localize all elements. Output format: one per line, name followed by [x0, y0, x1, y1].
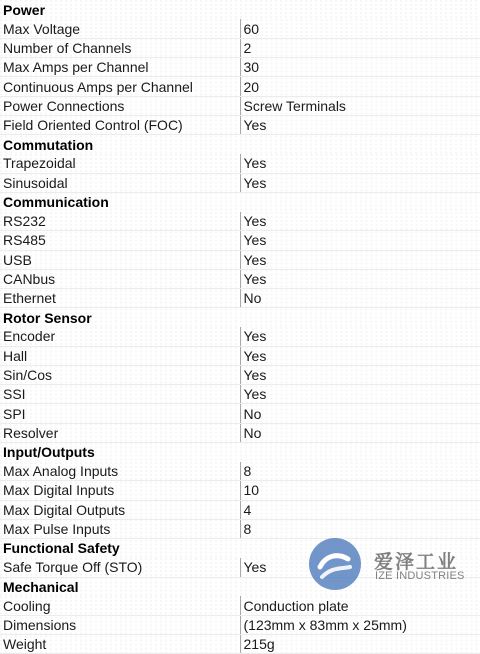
spec-label: SSI — [0, 385, 240, 404]
spec-value: Yes — [240, 115, 480, 134]
table-row — [0, 346, 480, 365]
spec-label: RS485 — [0, 231, 240, 250]
spec-value: 8 — [240, 462, 480, 481]
spec-label: Weight — [0, 635, 240, 654]
spec-value: 2 — [240, 38, 480, 57]
spec-label: Sin/Cos — [0, 365, 240, 384]
spec-label: CANbus — [0, 269, 240, 288]
spec-value: 60 — [240, 19, 480, 38]
spec-value: 4 — [240, 500, 480, 519]
spec-value: (123mm x 83mm x 25mm) — [240, 616, 480, 635]
table-row — [0, 269, 480, 288]
table-row — [0, 385, 480, 404]
table-row — [0, 250, 480, 269]
spec-value: 30 — [240, 58, 480, 77]
table-row — [0, 500, 480, 519]
spec-label: Trapezoidal — [0, 154, 240, 173]
section-title: Rotor Sensor — [0, 308, 480, 327]
section-title: Power — [0, 0, 480, 19]
section-title: Communication — [0, 192, 480, 211]
table-row — [0, 19, 480, 38]
table-row — [0, 423, 480, 442]
table-row — [0, 462, 480, 481]
spec-value: Yes — [240, 154, 480, 173]
spec-value: Screw Terminals — [240, 96, 480, 115]
table-row — [0, 154, 480, 173]
section-header — [0, 577, 480, 596]
spec-label: Safe Torque Off (STO) — [0, 558, 240, 577]
spec-label: Max Amps per Channel — [0, 58, 240, 77]
spec-value: Yes — [240, 231, 480, 250]
table-row — [0, 481, 480, 500]
section-header — [0, 539, 480, 558]
spec-label: Max Voltage — [0, 19, 240, 38]
watermark-brand-cn: 爱泽工业 — [374, 551, 459, 573]
section-title: Functional Safety — [0, 539, 480, 558]
spec-value: 20 — [240, 77, 480, 96]
table-row — [0, 558, 480, 577]
spec-value: No — [240, 289, 480, 308]
table-row — [0, 616, 480, 635]
spec-value: Yes — [240, 173, 480, 192]
table-row — [0, 404, 480, 423]
table-row — [0, 115, 480, 134]
spec-label: Cooling — [0, 596, 240, 615]
spec-label: Resolver — [0, 423, 240, 442]
spec-value: Yes — [240, 365, 480, 384]
section-header — [0, 192, 480, 211]
spec-label: Max Pulse Inputs — [0, 519, 240, 538]
spec-value: Conduction plate — [240, 596, 480, 615]
spec-label: Max Digital Outputs — [0, 500, 240, 519]
spec-value: Yes — [240, 212, 480, 231]
table-row — [0, 231, 480, 250]
spec-label: Ethernet — [0, 289, 240, 308]
spec-label: Max Analog Inputs — [0, 462, 240, 481]
table-row — [0, 596, 480, 615]
section-title: Commutation — [0, 135, 480, 154]
spec-label: Continuous Amps per Channel — [0, 77, 240, 96]
spec-value: Yes — [240, 269, 480, 288]
spec-label: Hall — [0, 346, 240, 365]
spec-value: Yes — [240, 250, 480, 269]
section-header — [0, 135, 480, 154]
spec-label: Dimensions — [0, 616, 240, 635]
spec-label: USB — [0, 250, 240, 269]
spec-value: Yes — [240, 385, 480, 404]
spec-label: Power Connections — [0, 96, 240, 115]
table-row — [0, 58, 480, 77]
spec-value: Yes — [240, 327, 480, 346]
spec-label: Sinusoidal — [0, 173, 240, 192]
table-row — [0, 365, 480, 384]
section-header — [0, 308, 480, 327]
section-header — [0, 442, 480, 461]
spec-label: Field Oriented Control (FOC) — [0, 115, 240, 134]
spec-value: No — [240, 404, 480, 423]
spec-label: RS232 — [0, 212, 240, 231]
spec-value: 10 — [240, 481, 480, 500]
table-row — [0, 519, 480, 538]
section-title: Input/Outputs — [0, 442, 480, 461]
spec-value: Yes — [240, 346, 480, 365]
table-row — [0, 327, 480, 346]
spec-label: Max Digital Inputs — [0, 481, 240, 500]
spec-value: 215g — [240, 635, 480, 654]
table-row — [0, 635, 480, 654]
table-row — [0, 212, 480, 231]
table-row — [0, 289, 480, 308]
table-row — [0, 77, 480, 96]
section-title: Mechanical — [0, 577, 480, 596]
spec-label: SPI — [0, 404, 240, 423]
table-row — [0, 173, 480, 192]
table-row — [0, 96, 480, 115]
table-row — [0, 38, 480, 57]
spec-label: Encoder — [0, 327, 240, 346]
spec-value: Yes — [240, 558, 480, 577]
spec-label: Number of Channels — [0, 38, 240, 57]
watermark-brand-en: IZE INDUSTRIES — [375, 570, 465, 582]
spec-value: 8 — [240, 519, 480, 538]
section-header — [0, 0, 480, 19]
spec-value: No — [240, 423, 480, 442]
